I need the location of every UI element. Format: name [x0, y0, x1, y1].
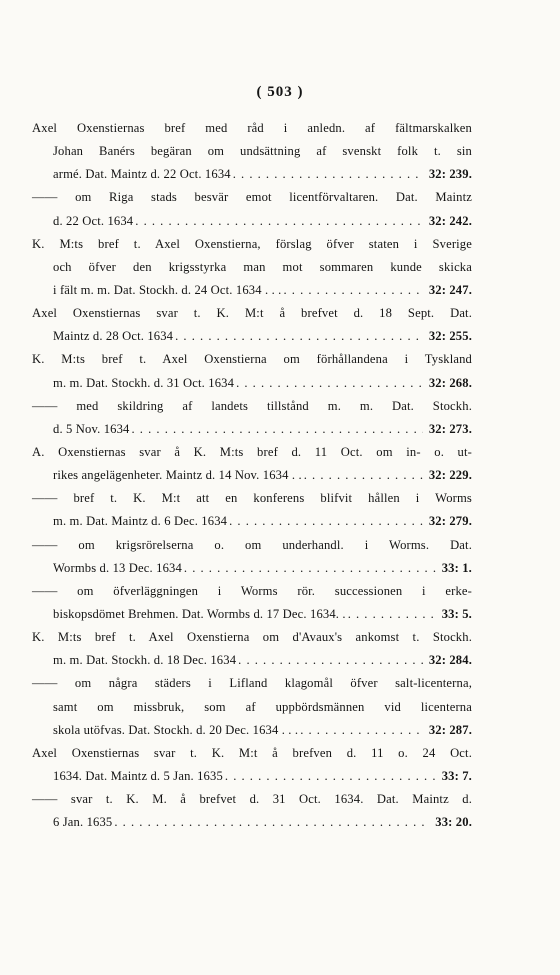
index-line: [32, 418, 472, 441]
entry-text: rikes angelägenheter. Maintz d. 14 Nov. 1634 . .: [53, 468, 302, 483]
volume-page-reference: 32: 239.: [428, 167, 472, 182]
index-line: [32, 557, 472, 580]
entry-text: Axel Oxenstiernas svar t. K. M:t å brefven d. 11 o. 24 Oct.: [32, 745, 472, 760]
volume-page-reference: 32: 229.: [428, 468, 472, 483]
volume-page-reference: 33: 5.: [441, 606, 472, 621]
entry-text: armé. Dat. Maintz d. 22 Oct. 1634: [53, 167, 231, 182]
entry-text: m. m. Dat. Maintz d. 6 Dec. 1634: [53, 514, 228, 529]
entry-text: K. M:ts bref t. Axel Oxenstierna, förslag öfver staten i Sverige: [32, 236, 472, 251]
index-line: [32, 372, 472, 395]
entry-text: A. Oxenstiernas svar å K. M:ts bref d. 11 Oct. om in- o. ut-: [32, 444, 472, 459]
volume-page-reference: 33: 7.: [441, 768, 472, 783]
index-line: [32, 279, 472, 302]
index-line: [32, 487, 472, 510]
leader-dots: [135, 210, 423, 233]
volume-page-reference: 32: 279.: [428, 514, 472, 529]
entry-text: i fält m. m. Dat. Stockh. d. 24 Oct. 1634 . . .: [53, 282, 282, 297]
index-line: [32, 348, 472, 371]
volume-page-reference: 32: 287.: [428, 722, 472, 737]
entry-text: Axel Oxenstiernas svar t. K. M:t å brefvet d. 18 Sept. Dat.: [32, 306, 472, 321]
entry-text: och öfver den krigsstyrka man mot sommaren kunde skicka: [53, 259, 472, 274]
entry-text: Axel Oxenstiernas bref med råd i anledn. af fältmarskalken: [32, 121, 472, 135]
volume-page-reference: 32: 247.: [428, 282, 472, 297]
entry-text: Johan Banérs begäran om undsättning af svenskt folk t. sin: [53, 144, 472, 159]
index-line: [32, 626, 472, 649]
index-line: [32, 672, 472, 695]
index-line: [32, 464, 472, 487]
entry-text: K. M:ts bref t. Axel Oxenstierna om d'Avaux's ankomst t. Stockh.: [32, 630, 472, 645]
leader-dots: [184, 557, 436, 580]
index-line: [32, 696, 472, 719]
index-line: [32, 395, 472, 418]
volume-page-reference: 32: 242.: [428, 213, 472, 228]
entry-text: 1634. Dat. Maintz d. 5 Jan. 1635: [53, 768, 223, 783]
page-number: ( 503 ): [256, 84, 304, 100]
entry-text: —— svar t. K. M. å brefvet d. 31 Oct. 1634. Dat. Maintz d.: [32, 792, 472, 807]
index-line: [32, 210, 472, 233]
entry-text: biskopsdömet Brehmen. Dat. Wormbs d. 17 Dec. 1634. .: [53, 606, 346, 621]
index-entries: [32, 117, 472, 834]
index-line: [32, 765, 472, 788]
leader-dots: [236, 372, 423, 395]
entry-text: d. 22 Oct. 1634: [53, 213, 134, 228]
leader-dots: [233, 163, 423, 186]
entry-text: m. m. Dat. Stockh. d. 18 Dec. 1634: [53, 653, 237, 668]
index-line: [32, 742, 472, 765]
leader-dots: [304, 464, 423, 487]
index-line: [32, 256, 472, 279]
volume-page-reference: 33: 20.: [435, 815, 472, 830]
index-line: [32, 233, 472, 256]
index-line: [32, 325, 472, 348]
entry-text: samt om missbruk, som af uppbördsmännen vid licenterna: [53, 699, 472, 714]
entry-text: —— om några städers i Lifland klagomål öfver salt-licenterna,: [32, 676, 472, 691]
entry-text: —— om öfverläggningen i Worms rör. successionen i erke-: [32, 583, 472, 598]
index-line: [32, 811, 472, 834]
entry-text: m. m. Dat. Stockh. d. 31 Oct. 1634: [53, 375, 235, 390]
entry-text: Wormbs d. 13 Dec. 1634: [53, 560, 182, 575]
leader-dots: [114, 811, 429, 834]
index-line: [32, 117, 472, 140]
entry-text: —— bref t. K. M:t att en konferens blifvit hållen i Worms: [32, 491, 472, 506]
index-line: [32, 649, 472, 672]
volume-page-reference: 32: 284.: [428, 653, 472, 668]
entry-text: 6 Jan. 1635: [53, 815, 113, 830]
index-line: [32, 603, 472, 626]
entry-text: —— om Riga stads besvär emot licentförvaltaren. Dat. Maintz: [32, 190, 472, 205]
index-line: [32, 719, 472, 742]
volume-page-reference: 32: 268.: [428, 375, 472, 390]
index-line: [32, 441, 472, 464]
index-line: [32, 140, 472, 163]
index-line: [32, 788, 472, 811]
leader-dots: [132, 418, 423, 441]
index-line: [32, 186, 472, 209]
volume-page-reference: 32: 273.: [428, 421, 472, 436]
entry-text: skola utöfvas. Dat. Stockh. d. 20 Dec. 1634 . . .: [53, 722, 299, 737]
volume-page-reference: 33: 1.: [441, 560, 472, 575]
index-line: [32, 510, 472, 533]
entry-text: —— med skildring af landets tillstånd m. m. Dat. Stockh.: [32, 398, 472, 413]
volume-page-reference: 32: 255.: [428, 329, 472, 344]
leader-dots: [225, 765, 436, 788]
leader-dots: [229, 510, 423, 533]
entry-text: d. 5 Nov. 1634: [53, 421, 130, 436]
index-line: [32, 534, 472, 557]
leader-dots: [238, 649, 423, 672]
index-line: [32, 580, 472, 603]
entry-text: —— om krigsrörelserna o. om underhandl. i Worms. Dat.: [32, 537, 472, 552]
entry-text: K. M:ts bref t. Axel Oxenstierna om förhållandena i Tyskland: [32, 352, 472, 367]
index-line: [32, 302, 472, 325]
index-line: [32, 163, 472, 186]
entry-text: Maintz d. 28 Oct. 1634: [53, 329, 174, 344]
leader-dots: [175, 325, 423, 348]
leader-dots: [300, 719, 423, 742]
leader-dots: [283, 279, 422, 302]
leader-dots: [348, 603, 436, 626]
